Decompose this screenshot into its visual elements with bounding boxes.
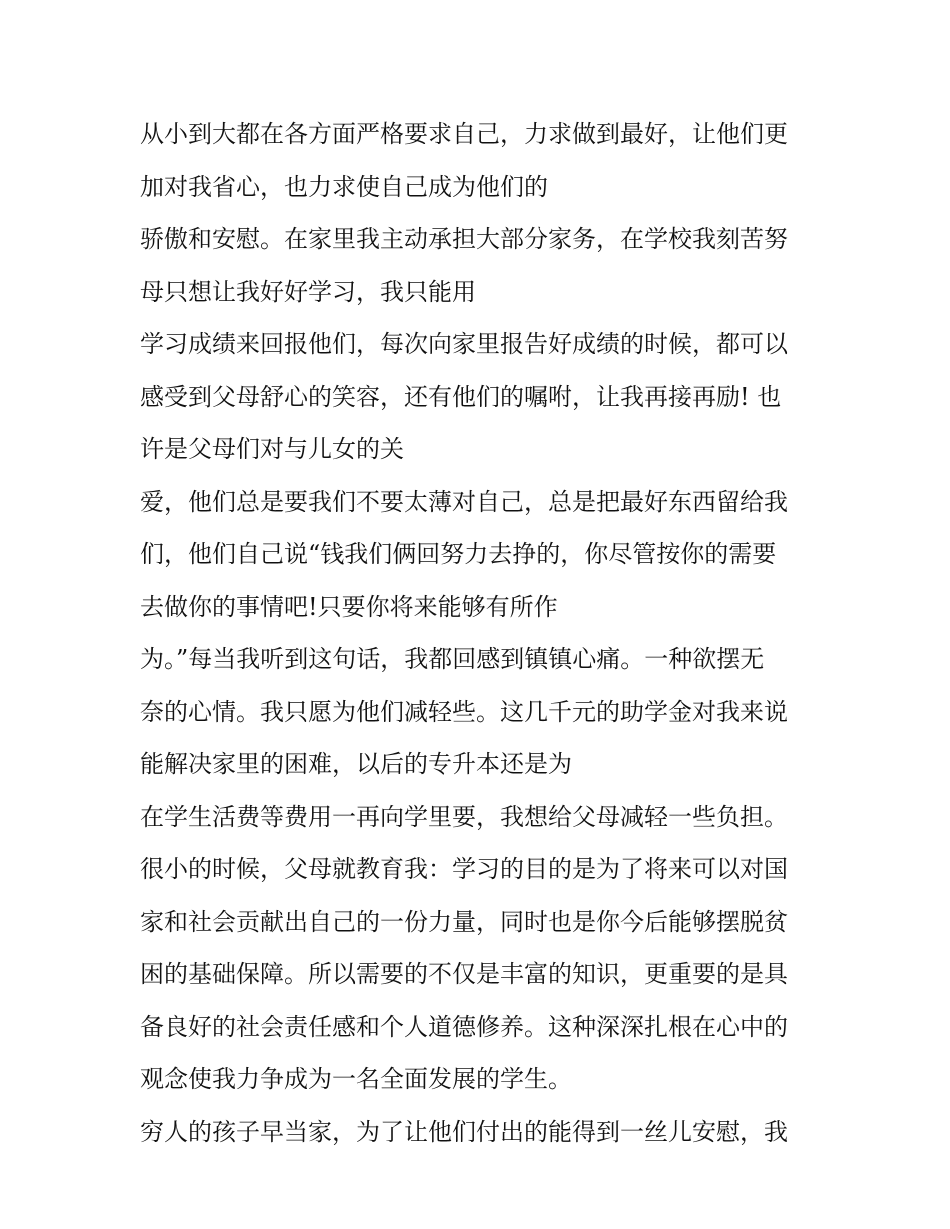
text-line-7: 许是父母们对与儿女的关 [140,435,404,463]
text-line-11: 为。”每当我听到这句话，我都回感到镇镇心痛。一种欲摆无 [140,645,765,673]
text-line-4: 母只想让我好好学习，我只能用 [140,277,476,306]
text-line-12: 奈的心情。我只愿为他们减轻些。这几千元的助学金对我来说 [140,697,788,726]
text-line-18: 备良好的社会责任感和个人道德修养。这种深深扎根在心中的 [140,1012,788,1041]
text-line-2: 加对我省心，也力求使自己成为他们的 [140,172,548,201]
body-text [140,108,840,1158]
text-line-17: 困的基础保障。所以需要的不仅是丰富的知识，更重要的是具 [140,960,788,988]
text-line-8: 爱，他们总是要我们不要太薄对自己，总是把最好东西留给我 [140,487,788,516]
text-line-15: 很小的时候，父母就教育我：学习的目的是为了将来可以对国 [140,855,788,883]
text-line-19: 观念使我力争成为一名全面发展的学生。 [140,1065,572,1093]
text-line-20: 穷人的孩子早当家，为了让他们付出的能得到一丝儿安慰，我 [140,1117,788,1146]
text-line-13: 能解决家里的困难，以后的专升本还是为 [140,750,572,778]
text-line-6: 感受到父母舒心的笑容，还有他们的嘱咐，让我再接再励! 也 [140,382,782,411]
text-line-3: 骄傲和安慰。在家里我主动承担大部分家务，在学校我刻苦努 [140,225,788,253]
text-line-10: 去做你的事情吧!只要你将来能够有所作 [140,592,558,621]
text-line-9: 们，他们自己说“钱我们俩回努力去挣的，你尽管按你的需要 [140,540,777,568]
text-line-5: 学习成绩来回报他们，每次向家里报告好成绩的时候，都可以 [140,330,788,358]
text-line-1: 从小到大都在各方面严格要求自己，力求做到最好，让他们更 [140,120,788,148]
text-line-14: 在学生活费等费用一再向学里要，我想给父母减轻一些负担。 [140,802,788,831]
text-line-16: 家和社会贡献出自己的一份力量，同时也是你今后能够摆脱贫 [140,907,788,936]
